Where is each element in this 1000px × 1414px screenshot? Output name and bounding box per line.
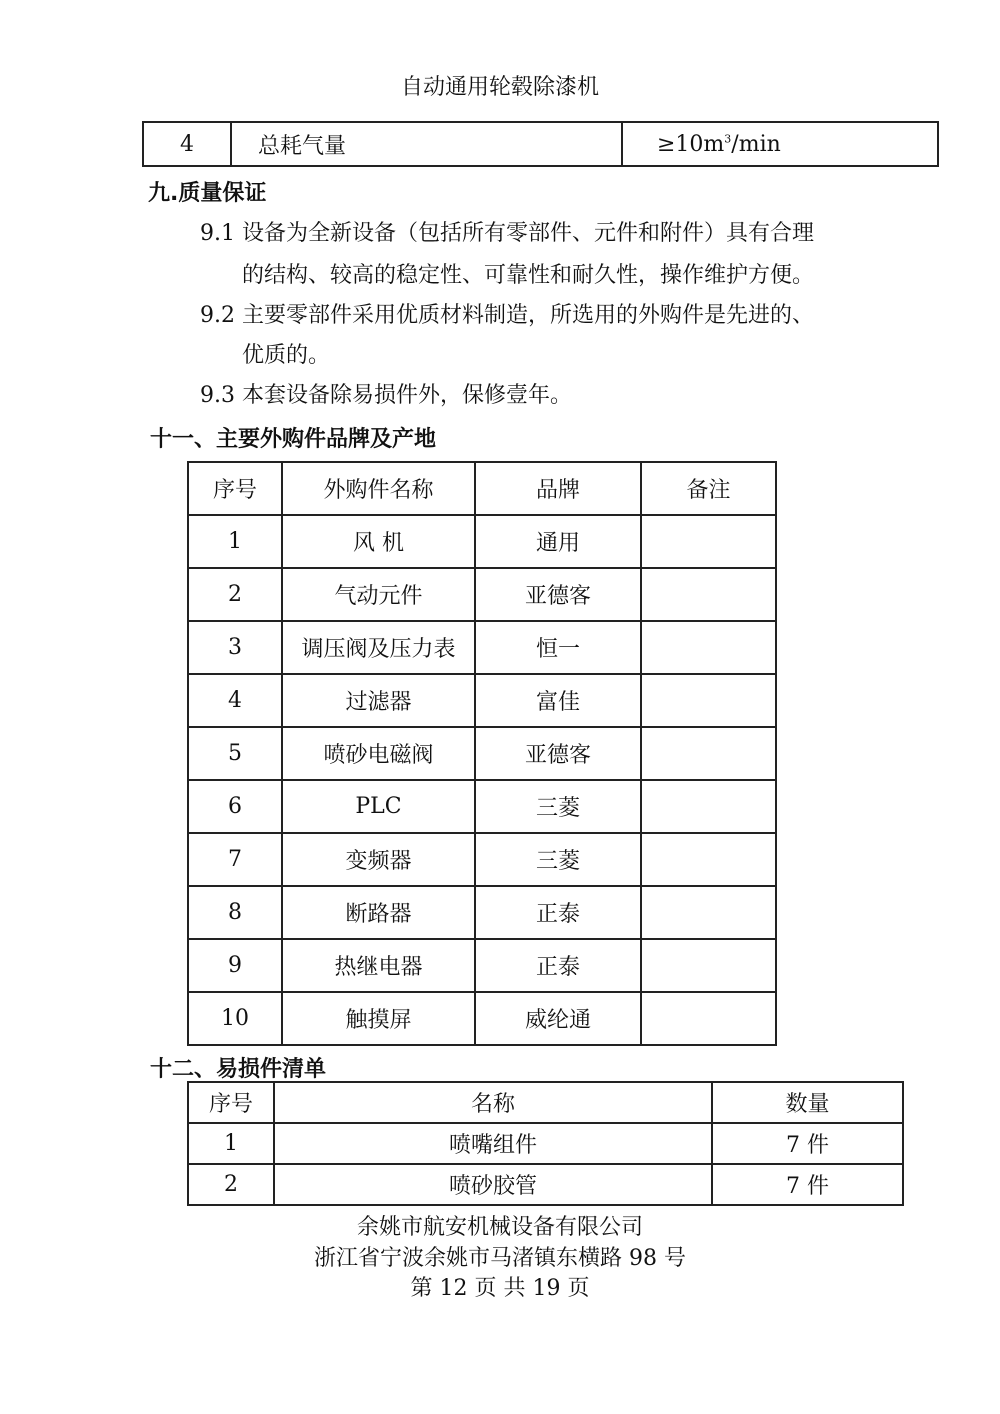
cell-remark	[641, 621, 776, 674]
table-header-row	[188, 462, 776, 515]
cell-quantity: 7 件	[712, 1123, 903, 1164]
spec-value-sup: 3	[724, 132, 732, 146]
cell-remark	[641, 833, 776, 886]
footer-address: 浙江省宁波余姚市马渚镇东横路 98 号	[314, 1246, 686, 1271]
cell-remark	[641, 780, 776, 833]
cell-part-name: 调压阀及压力表	[282, 621, 475, 674]
cell-brand: 富佳	[475, 674, 641, 727]
cell-index: 9	[188, 939, 282, 992]
cell-remark	[641, 568, 776, 621]
page-header-title: 自动通用轮毂除漆机	[400, 75, 599, 100]
cell-index: 7	[188, 833, 282, 886]
brand-table	[187, 461, 777, 1046]
column-header-brand: 品牌	[475, 462, 641, 515]
cell-index: 2	[188, 568, 282, 621]
spec-index: 4	[143, 122, 231, 166]
table-header-row	[188, 1082, 903, 1123]
section9-item-2-line2: 优质的。	[242, 343, 331, 368]
cell-part-name: 过滤器	[282, 674, 475, 727]
cell-brand: 三菱	[475, 833, 641, 886]
cell-index: 2	[188, 1164, 274, 1205]
table-row	[188, 780, 776, 833]
table-row	[188, 939, 776, 992]
cell-brand: 正泰	[475, 886, 641, 939]
cell-index: 3	[188, 621, 282, 674]
cell-remark	[641, 515, 776, 568]
cell-index: 6	[188, 780, 282, 833]
cell-part-name: 气动元件	[282, 568, 475, 621]
column-header-quantity: 数量	[712, 1082, 903, 1123]
spec-name: 总耗气量	[231, 122, 622, 166]
cell-brand: 威纶通	[475, 992, 641, 1045]
footer-page-number: 第 12 页 共 19 页	[410, 1276, 590, 1301]
table-row	[143, 122, 938, 166]
footer-company: 余姚市航安机械设备有限公司	[356, 1215, 643, 1240]
cell-part-name: 触摸屏	[282, 992, 475, 1045]
section9-item-2-line1: 9.2 主要零部件采用优质材料制造，所选用的外购件是先进的、	[200, 303, 814, 328]
cell-remark	[641, 674, 776, 727]
cell-remark	[641, 727, 776, 780]
section9-item-3-line1: 9.3 本套设备除易损件外，保修壹年。	[200, 383, 572, 408]
table-row	[188, 727, 776, 780]
cell-brand: 三菱	[475, 780, 641, 833]
cell-brand: 亚德客	[475, 568, 641, 621]
spec-table	[142, 121, 939, 167]
cell-index: 8	[188, 886, 282, 939]
table-row	[188, 568, 776, 621]
cell-index: 10	[188, 992, 282, 1045]
cell-part-name: 喷砂电磁阀	[282, 727, 475, 780]
column-header-index: 序号	[188, 1082, 274, 1123]
section9-item-1-line1: 9.1 设备为全新设备（包括所有零部件、元件和附件）具有合理	[200, 221, 814, 246]
column-header-index: 序号	[188, 462, 282, 515]
table-row	[188, 1164, 903, 1205]
section9-heading: 九.质量保证	[148, 181, 267, 206]
column-header-remark: 备注	[641, 462, 776, 515]
cell-brand: 正泰	[475, 939, 641, 992]
table-row	[188, 674, 776, 727]
table-row	[188, 886, 776, 939]
cell-remark	[641, 939, 776, 992]
column-header-part-name: 外购件名称	[282, 462, 475, 515]
spec-value-prefix: ≥10m	[657, 131, 725, 157]
table-row	[188, 992, 776, 1045]
cell-part-name: 热继电器	[282, 939, 475, 992]
spec-value-suffix: /min	[731, 131, 781, 157]
section12-heading: 十二、易损件清单	[150, 1057, 327, 1082]
section9-item-1-line2: 的结构、较高的稳定性、可靠性和耐久性，操作维护方便。	[242, 263, 815, 288]
spec-value	[622, 122, 938, 166]
column-header-name: 名称	[274, 1082, 712, 1123]
cell-brand: 恒一	[475, 621, 641, 674]
cell-name: 喷嘴组件	[274, 1123, 712, 1164]
cell-remark	[641, 992, 776, 1045]
cell-quantity: 7 件	[712, 1164, 903, 1205]
wear-parts-table	[187, 1081, 904, 1206]
cell-index: 1	[188, 515, 282, 568]
cell-brand: 亚德客	[475, 727, 641, 780]
cell-index: 4	[188, 674, 282, 727]
table-row	[188, 833, 776, 886]
cell-part-name: 风 机	[282, 515, 475, 568]
cell-index: 5	[188, 727, 282, 780]
table-row	[188, 1123, 903, 1164]
cell-remark	[641, 886, 776, 939]
cell-part-name: PLC	[282, 780, 475, 833]
cell-part-name: 断路器	[282, 886, 475, 939]
cell-brand: 通用	[475, 515, 641, 568]
table-row	[188, 515, 776, 568]
table-row	[188, 621, 776, 674]
section11-heading: 十一、主要外购件品牌及产地	[150, 427, 437, 452]
cell-name: 喷砂胶管	[274, 1164, 712, 1205]
cell-part-name: 变频器	[282, 833, 475, 886]
cell-index: 1	[188, 1123, 274, 1164]
